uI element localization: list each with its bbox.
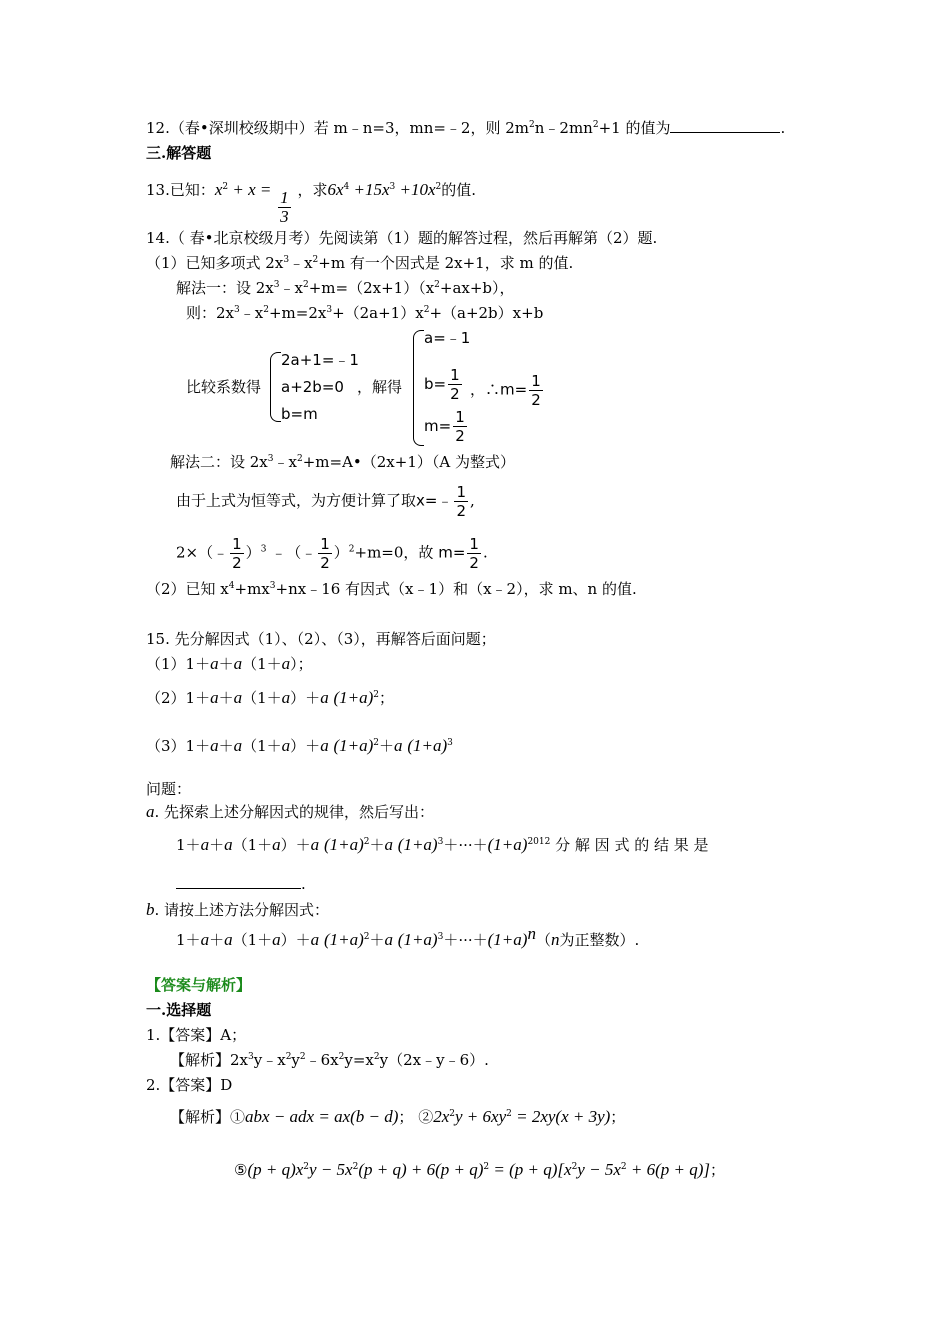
therefore-m: ，∴m= $\frac{1}{2}$	[470, 372, 541, 409]
answers-section-1: 一.选择题	[146, 1001, 212, 1019]
q15-item-2: （2）1＋a＋a（1＋a）＋a $(1+a)^2$；	[146, 688, 395, 707]
answer-2: 2.【答案】D	[146, 1076, 233, 1094]
left-brace	[270, 352, 281, 422]
question-15-title: 15. 先分解因式（1）、（2）、（3），再解答后面问题；	[146, 630, 496, 648]
solution-a: a=﹣1	[424, 329, 471, 347]
q15-part-a: a. 先探索上述分解因式的规律，然后写出：	[146, 802, 435, 821]
q15-part-a-answer: .	[176, 874, 306, 894]
method-2-line1: 解法二：设 $2x^3﹣x^2+m=A•(2x+1)(A$ 为整式）	[170, 453, 515, 471]
answer-2-explanation: 【解析】①abx − adx = ax(b − d)； $②2x^2y + 6xy^2 = 2xy(x + 3y)$；	[170, 1107, 626, 1126]
equation-3: b=m	[281, 405, 318, 423]
answer-2-item-5: ⑤(p + $q)x^2y - 5x^2(p + q) + 6(p + q)^2 = (p + q)[x^2y - 5x^2 + 6(p + q)]$；	[234, 1160, 725, 1179]
solution-brace	[413, 330, 424, 446]
method-1-line2: 则：$2x^3﹣x^2+m=2x^3+(2a+1)x^2+(a+2b)x+b$	[186, 304, 544, 322]
q15-part-b-expression: 1＋a＋a（1＋a）＋a $(1+a)^2+a$ $(1+a)^3+\cdot\cdot\cdot+(1+a)^n(n$为正整数）.	[176, 924, 640, 949]
answer-1: 1.【答案】A；	[146, 1026, 247, 1044]
question-14-part1: （1）已知多项式 $2x^3﹣x^2+m$ 有一个因式是 2x+1，求 m 的值.	[146, 254, 574, 272]
question-14-part2: （2）已知 $x^4+mx^3+nx﹣16$ 有因式（x﹣1）和（x﹣2），求 m、n 的值.	[146, 580, 637, 598]
method-1-line1: 解法一：设 $2x^3﹣x^2+m=(2x+1)(x^2+ax+b)$，	[176, 279, 515, 297]
method-2-line3: 2×（﹣ $\frac{1}{2}$ ）$^3$ ﹣（﹣ $\frac{1}{2}$ ）$^2$+m=0，故 m= $\frac{1}{2}$ .	[176, 535, 488, 572]
question-14-title: 14.（ 春•北京校级月考）先阅读第（1）题的解答过程，然后再解第（2）题.	[146, 229, 658, 247]
q15-item-3: （3）1＋a＋a（1＋a）＋a $(1+a)^2+a$ $(1+a)^3$	[146, 736, 453, 755]
q15-part-a-expression: 1＋a＋a（1＋a）＋a $(1+a)^2+a$ $(1+a)^3+\cdot\cdot\cdot+(1+a)^{2012}$ 分 解 因 式 的 结 果 是	[176, 835, 709, 854]
question-label: 问题：	[146, 780, 192, 798]
section-heading-3: 三.解答题	[146, 144, 212, 162]
q15-part-b: b. 请按上述方法分解因式：	[146, 900, 330, 919]
answer-blank	[176, 888, 301, 889]
compare-label: 比较系数得	[186, 378, 262, 396]
question-12: 12.（春•深圳校级期中）若 m﹣n=3，mn=﹣2，则 $2m^2n﹣2mn^2+1$ 的值为 .	[146, 119, 786, 137]
solve-label: ，解得	[357, 378, 403, 396]
method-2-line2: 由于上式为恒等式，为方便计算了取x=﹣ $\frac{1}{2}$ ,	[176, 483, 475, 520]
answer-blank	[670, 132, 780, 133]
solution-b: b= $\frac{1}{2}$	[424, 366, 460, 403]
solution-m: m= $\frac{1}{2}$	[424, 408, 465, 445]
equation-2: a+2b=0	[281, 378, 344, 396]
q15-item-1: （1）1＋a＋a（1＋a）；	[146, 654, 313, 673]
equation-1: 2a+1=﹣1	[281, 351, 359, 369]
answers-header: 【答案与解析】	[146, 976, 252, 994]
answer-1-explanation: 【解析】$2x^3y﹣x^2y^2﹣6x^2y=x^2y(2x﹣y﹣6)$.	[170, 1051, 489, 1069]
question-13: 13.已知：$x^2 + x$ = $\frac{1}{3}$ ，求$6x^4 +15x^3 +10x^2$的值.	[146, 180, 477, 226]
